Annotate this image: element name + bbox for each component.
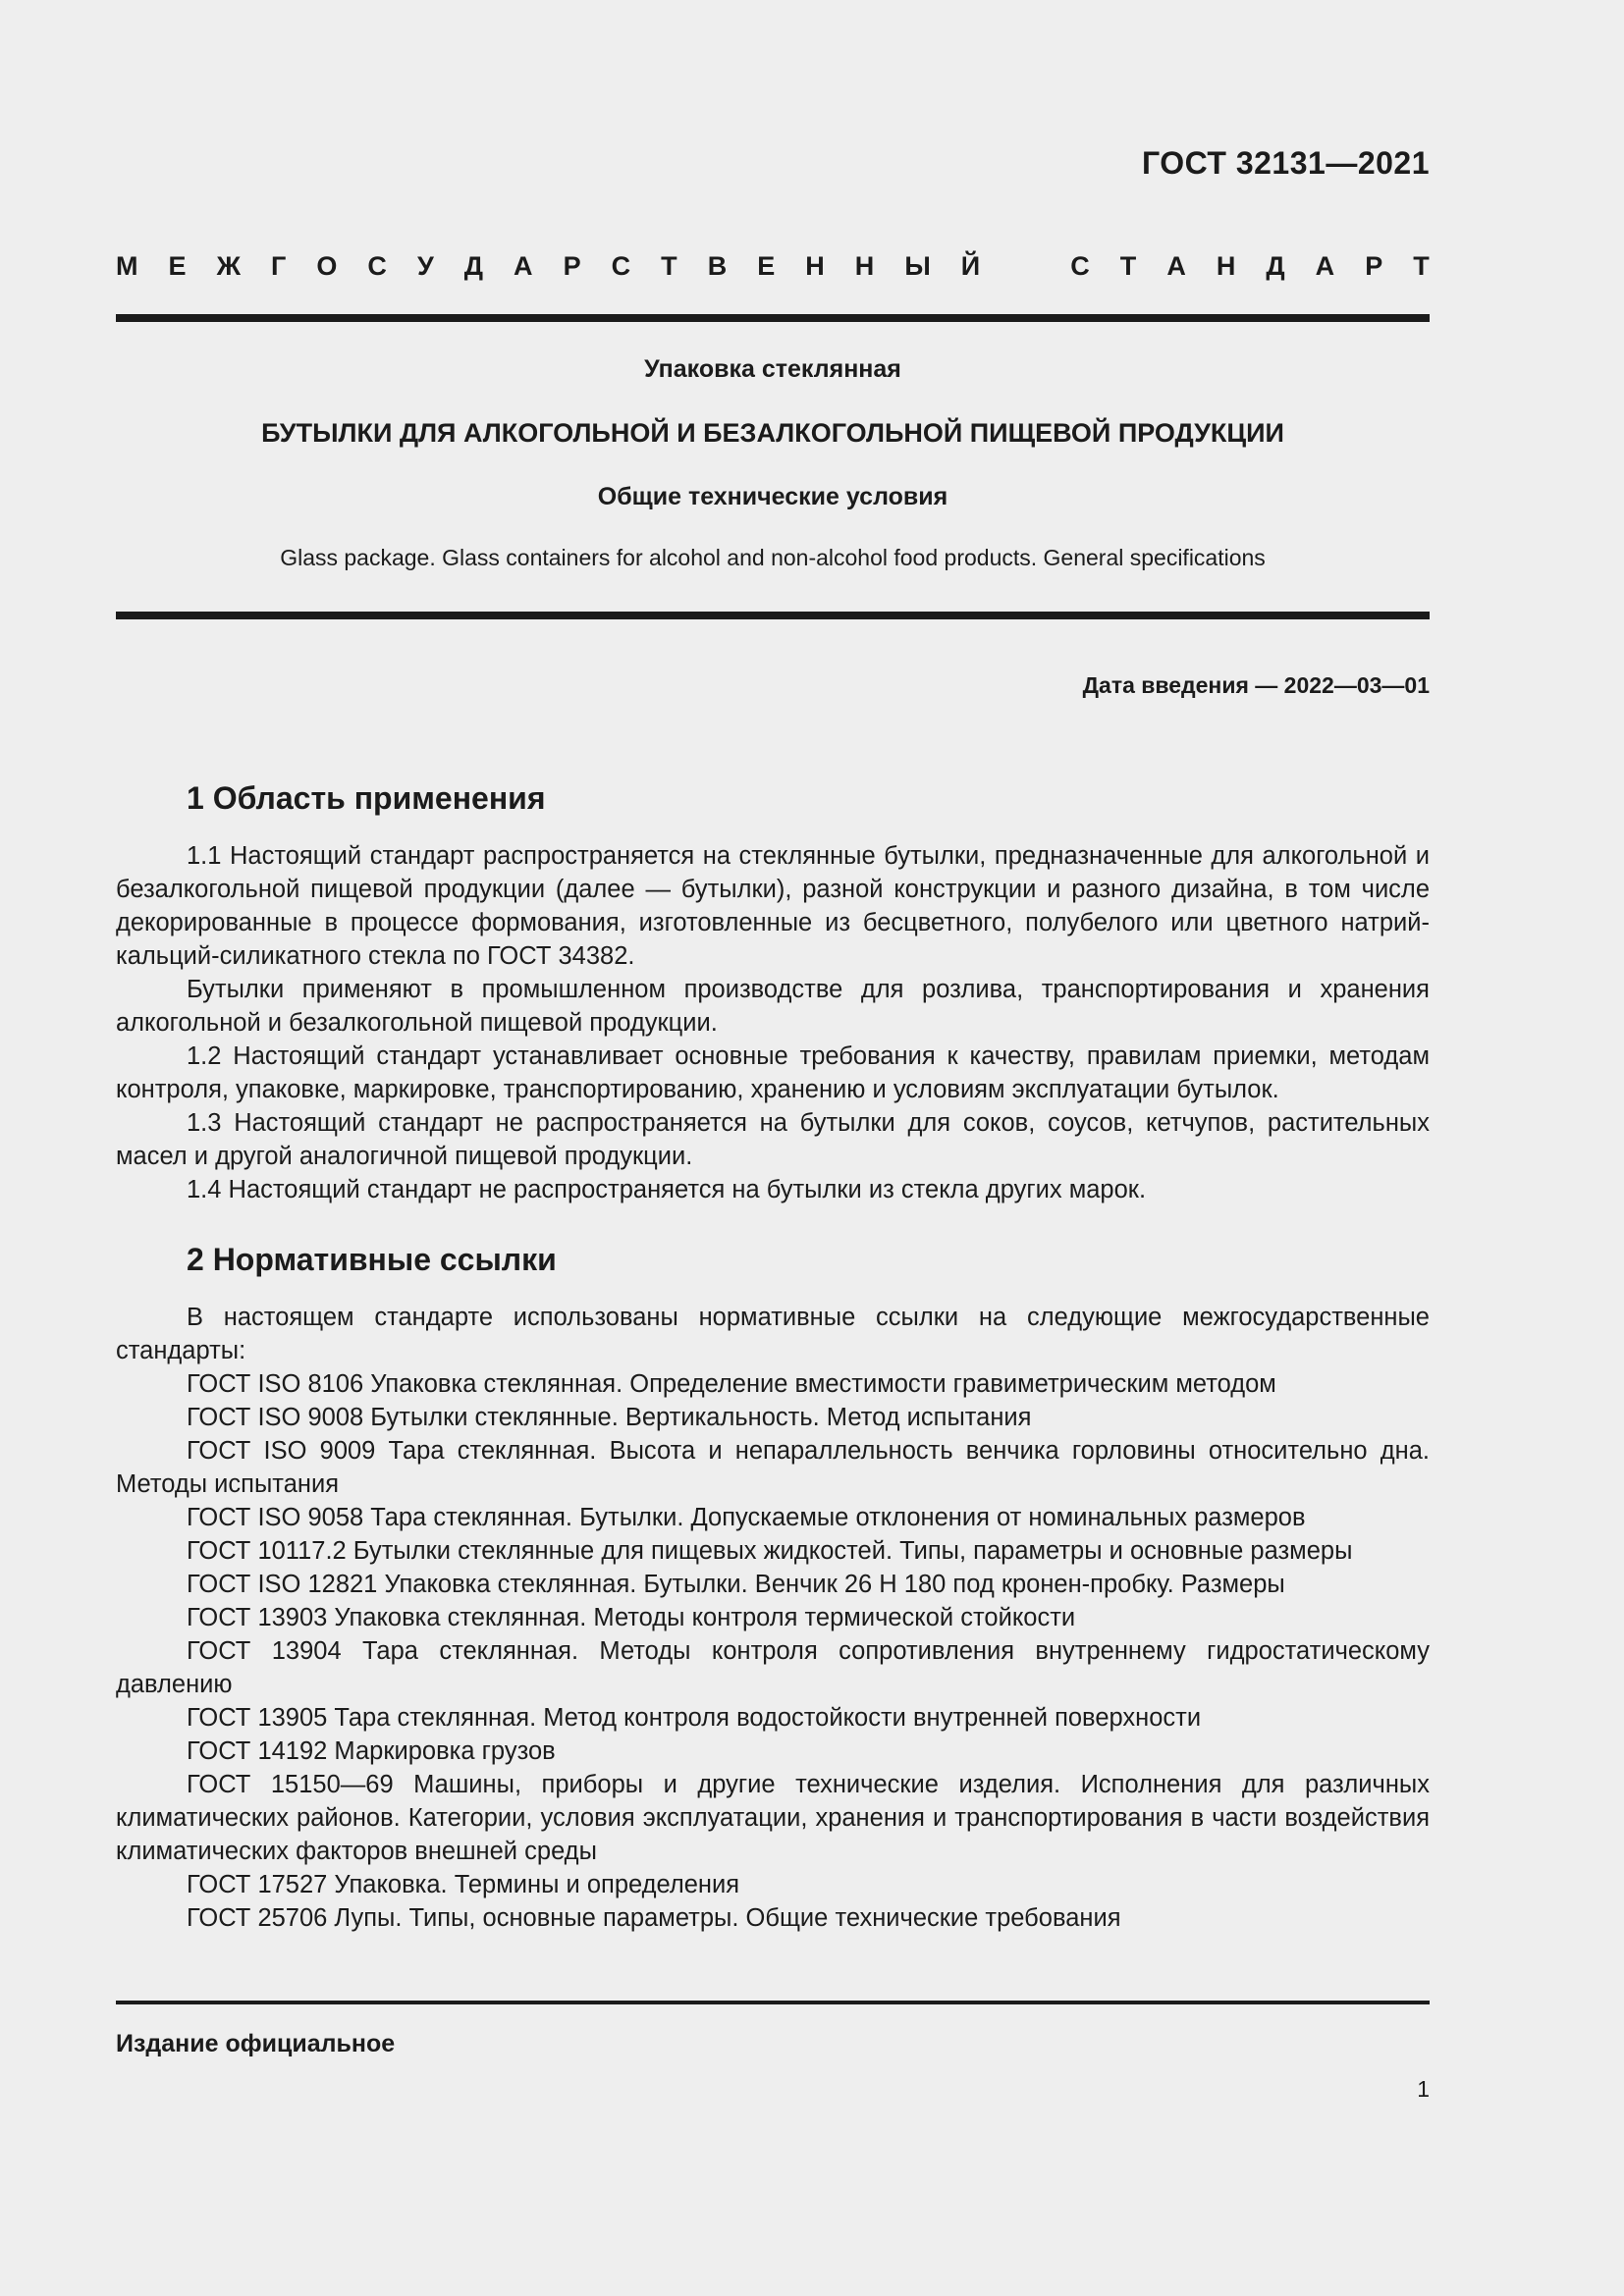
- reference-item: ГОСТ 13903 Упаковка стеклянная. Методы контроля термической стойкости: [187, 1604, 1076, 1631]
- interstate-letter: Ж: [216, 251, 241, 281]
- interstate-letter: Д: [1266, 251, 1285, 281]
- reference-item: ГОСТ 15150—69 Машины, приборы и другие технические изделия. Исполнения для различных климатических районов. Категории, условия эксплуатации, хранения и транспортирования в части воздействия климатических факторов внешней среды: [116, 1771, 1430, 1865]
- section2-body: [116, 1301, 1430, 1935]
- interstate-letter: О: [316, 251, 338, 281]
- reference-item: ГОСТ 25706 Лупы. Типы, основные параметры. Общие технические требования: [187, 1904, 1121, 1932]
- reference-item: ГОСТ ISO 8106 Упаковка стеклянная. Определение вместимости гравиметрическим методом: [187, 1370, 1276, 1398]
- reference-item: ГОСТ 10117.2 Бутылки стеклянные для пищевых жидкостей. Типы, параметры и основные размеры: [187, 1537, 1353, 1565]
- interstate-letter: Е: [168, 251, 187, 281]
- section2-heading: 2 Нормативные ссылки: [187, 1242, 557, 1277]
- interstate-letter: Й: [960, 251, 981, 281]
- interstate-standard-label: [116, 251, 1430, 282]
- interstate-letter: Т: [661, 251, 677, 281]
- interstate-letter: М: [116, 251, 138, 281]
- interstate-letter: Д: [463, 251, 484, 281]
- paragraph: 1.4 Настоящий стандарт не распространяется на бутылки из стекла других марок.: [187, 1176, 1147, 1203]
- title-rule: [116, 612, 1430, 619]
- reference-item: ГОСТ 17527 Упаковка. Термины и определения: [187, 1871, 740, 1898]
- title-english: Glass package. Glass containers for alcohol and non-alcohol food products. General specifications: [280, 545, 1266, 570]
- official-edition-label: Издание официальное: [116, 2030, 396, 2057]
- page-number: 1: [1417, 2076, 1430, 2102]
- paragraph: 1.2 Настоящий стандарт устанавливает основные требования к качеству, правилам приемки, методам контроля, упаковке, маркировке, транспортированию, хранению и условиям эксплуатации бутылок.: [116, 1042, 1430, 1103]
- interstate-letter: С: [1070, 251, 1090, 281]
- reference-item: ГОСТ ISO 12821 Упаковка стеклянная. Бутылки. Венчик 26 Н 180 под кронен-пробку. Размеры: [187, 1571, 1285, 1598]
- interstate-letter: Ы: [904, 251, 931, 281]
- interstate-letter: Н: [1216, 251, 1236, 281]
- interstate-letter: В: [707, 251, 728, 281]
- reference-item: ГОСТ ISO 9008 Бутылки стеклянные. Вертикальность. Метод испытания: [187, 1404, 1032, 1431]
- interstate-letter: А: [1315, 251, 1335, 281]
- paragraph: Бутылки применяют в промышленном производстве для розлива, транспортирования и хранения алкогольной и безалкогольной пищевой продукции.: [116, 976, 1430, 1037]
- interstate-letter: С: [367, 251, 387, 281]
- interstate-letter: Т: [1413, 251, 1430, 281]
- title-subtitle: Общие технические условия: [597, 483, 948, 510]
- gost-number: ГОСТ 32131—2021: [1141, 145, 1430, 181]
- interstate-letter: А: [514, 251, 533, 281]
- interstate-letter: С: [611, 251, 631, 281]
- paragraph: 1.3 Настоящий стандарт не распространяется на бутылки для соков, соусов, кетчупов, растительных масел и другой аналогичной пищевой продукции.: [116, 1109, 1430, 1170]
- interstate-letter: Р: [1365, 251, 1383, 281]
- interstate-letter: Е: [757, 251, 776, 281]
- section1-body: [116, 839, 1430, 1206]
- title-packaging: Упаковка стеклянная: [644, 355, 901, 383]
- reference-item: ГОСТ 14192 Маркировка грузов: [187, 1737, 556, 1765]
- interstate-letter: Т: [1119, 251, 1137, 281]
- paragraph: 1.1 Настоящий стандарт распространяется на стеклянные бутылки, предназначенные для алкогольной и безалкогольной пищевой продукции (далее — бутылки), разной конструкции и разного дизайна, в том числе декорированные в процессе формования, изготовленные из бесцветного, полубелого или цветного натрий-кальций-силикатного стекла по ГОСТ 34382.: [116, 842, 1430, 970]
- header-rule: [116, 314, 1430, 322]
- interstate-letter: А: [1166, 251, 1186, 281]
- reference-item: ГОСТ 13905 Тара стеклянная. Метод контроля водостойкости внутренней поверхности: [187, 1704, 1202, 1732]
- title-main: БУТЫЛКИ ДЛЯ АЛКОГОЛЬНОЙ И БЕЗАЛКОГОЛЬНОЙ ПИЩЕВОЙ ПРОДУКЦИИ: [261, 418, 1284, 448]
- reference-item: ГОСТ ISO 9009 Тара стеклянная. Высота и непараллельность венчика горловины относительно дна. Методы испытания: [116, 1437, 1430, 1498]
- paragraph: В настоящем стандарте использованы нормативные ссылки на следующие межгосударственные стандарты:: [116, 1304, 1430, 1364]
- interstate-letter: Н: [854, 251, 875, 281]
- reference-item: ГОСТ ISO 9058 Тара стеклянная. Бутылки. Допускаемые отклонения от номинальных размеров: [187, 1504, 1306, 1531]
- interstate-letter: Р: [563, 251, 581, 281]
- interstate-letter: У: [416, 251, 434, 281]
- word-gap: [1010, 251, 1040, 282]
- interstate-letter: Г: [271, 251, 287, 281]
- reference-item: ГОСТ 13904 Тара стеклянная. Методы контроля сопротивления внутреннему гидростатическому давлению: [116, 1637, 1430, 1698]
- introduction-date: Дата введения — 2022—03—01: [1082, 672, 1430, 698]
- footer-rule: [116, 2001, 1430, 2004]
- section1-heading: 1 Область применения: [187, 780, 546, 816]
- interstate-letter: Н: [805, 251, 825, 281]
